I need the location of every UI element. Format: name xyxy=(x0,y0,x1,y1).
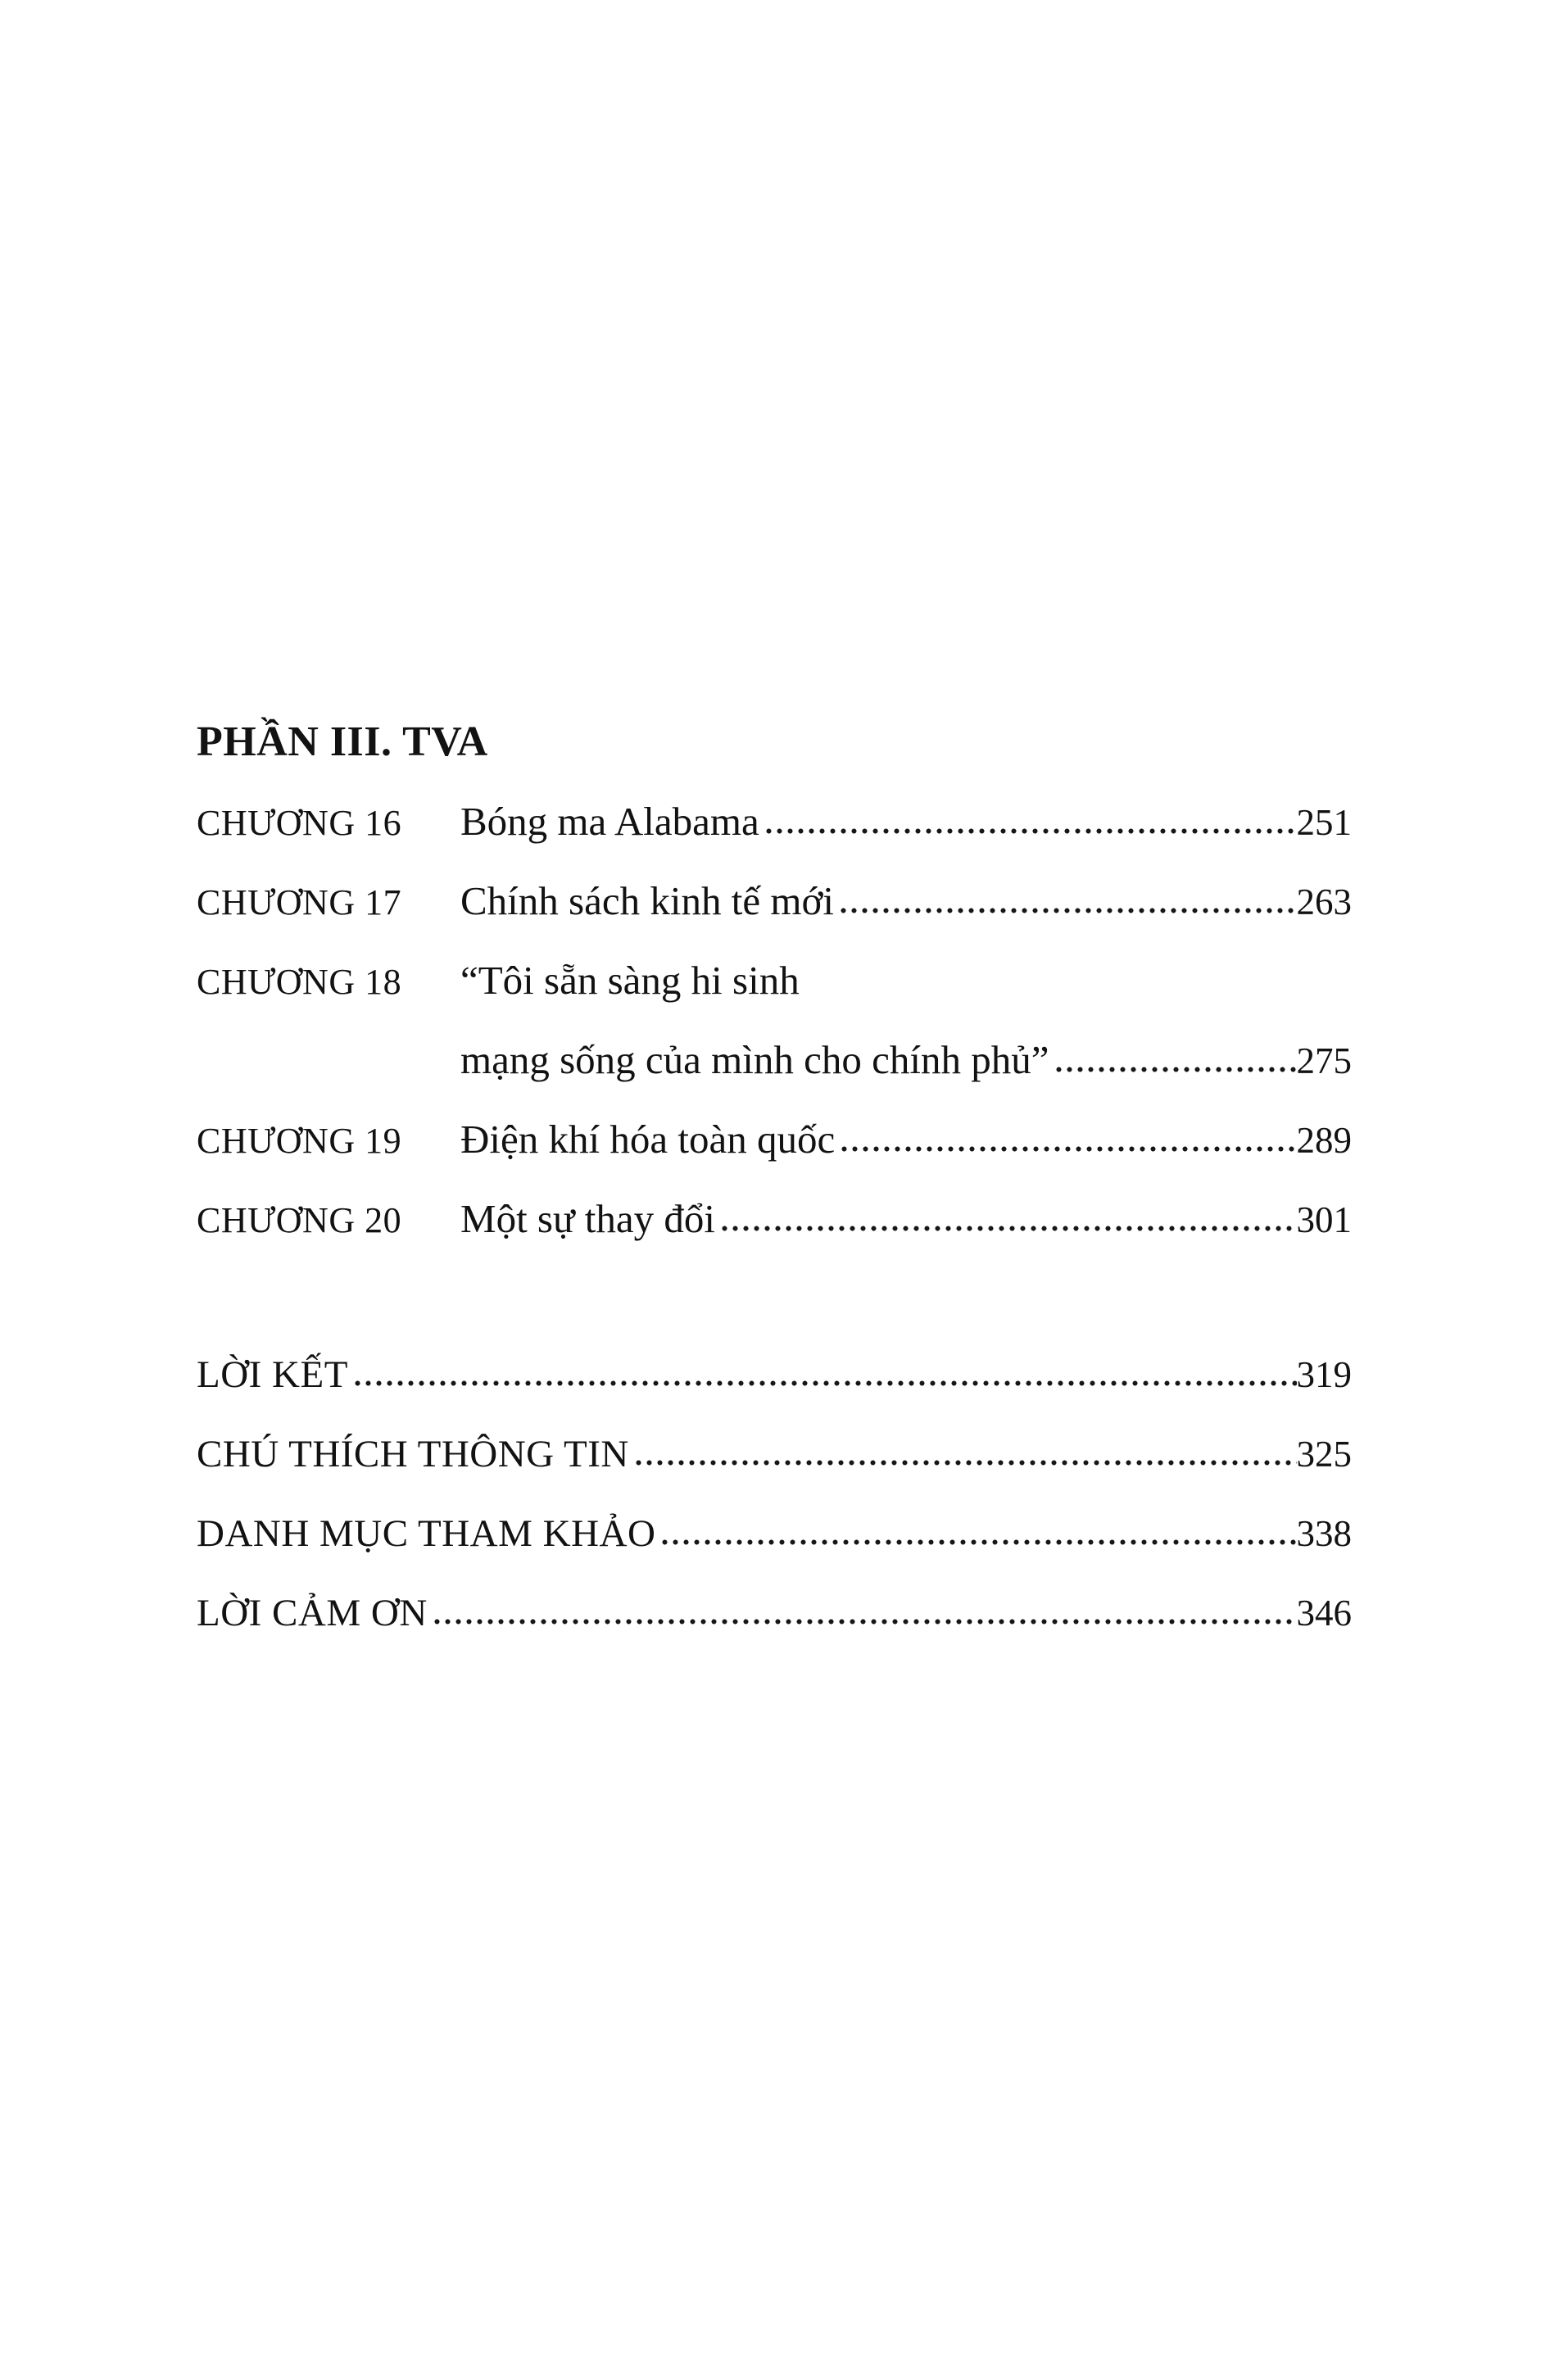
chapter-label: CHƯƠNG 17 xyxy=(197,882,402,922)
back-matter-title: CHÚ THÍCH THÔNG TIN xyxy=(197,1433,629,1475)
page-number: 263 xyxy=(1296,881,1352,922)
toc-entry-chapter-20 xyxy=(197,1179,1352,1258)
dot-leader xyxy=(1054,1066,1297,1073)
chapter-title: Điện khí hóa toàn quốc xyxy=(460,1117,836,1162)
chapter-label: CHƯƠNG 19 xyxy=(197,1121,402,1161)
chapter-label: CHƯƠNG 20 xyxy=(197,1200,402,1240)
section-heading: PHẦN III. TVA xyxy=(197,718,488,765)
page-number: 289 xyxy=(1296,1120,1352,1161)
page-number: 275 xyxy=(1296,1040,1352,1081)
back-matter-title: LỜI KẾT xyxy=(197,1353,348,1396)
chapter-title-line-1: “Tôi sẵn sàng hi sinh xyxy=(460,958,800,1003)
page-number: 319 xyxy=(1296,1354,1352,1395)
dot-leader xyxy=(839,1145,1296,1153)
chapter-label: CHƯƠNG 16 xyxy=(197,803,402,843)
chapter-title: Bóng ma Alabama xyxy=(460,799,759,844)
chapter-title-line-2: mạng sống của mình cho chính phủ” xyxy=(460,1037,1049,1082)
chapter-title: Chính sách kinh tế mới xyxy=(460,878,834,923)
dot-leader xyxy=(633,1459,1297,1466)
table-of-contents xyxy=(197,702,1352,1653)
toc-entry-bibliography xyxy=(197,1494,1352,1574)
toc-entry-chapter-18-line-1 xyxy=(197,940,1352,1020)
dot-leader xyxy=(659,1539,1296,1546)
toc-entry-epilogue xyxy=(197,1335,1352,1415)
toc-entry-acknowledgements xyxy=(197,1574,1352,1653)
back-matter-section xyxy=(197,1335,1352,1653)
toc-entry-chapter-19 xyxy=(197,1099,1352,1179)
toc-entry-chapter-16 xyxy=(197,782,1352,861)
chapter-label: CHƯƠNG 18 xyxy=(197,962,402,1002)
dot-leader xyxy=(764,827,1297,835)
dot-leader xyxy=(719,1225,1296,1232)
back-matter-title: DANH MỤC THAM KHẢO xyxy=(197,1512,656,1555)
back-matter-title: LỜI CẢM ƠN xyxy=(197,1592,428,1634)
dot-leader xyxy=(432,1618,1297,1625)
toc-entry-chapter-17 xyxy=(197,861,1352,940)
page-number: 346 xyxy=(1296,1593,1352,1634)
toc-entry-notes xyxy=(197,1415,1352,1494)
page-number: 325 xyxy=(1296,1434,1352,1475)
toc-entry-chapter-18-line-2 xyxy=(197,1020,1352,1099)
dot-leader xyxy=(352,1380,1297,1387)
page-number: 251 xyxy=(1296,802,1352,843)
page-number: 338 xyxy=(1296,1513,1352,1554)
chapter-title: Một sự thay đổi xyxy=(460,1196,716,1241)
dot-leader xyxy=(838,907,1297,914)
page-number: 301 xyxy=(1296,1199,1352,1240)
